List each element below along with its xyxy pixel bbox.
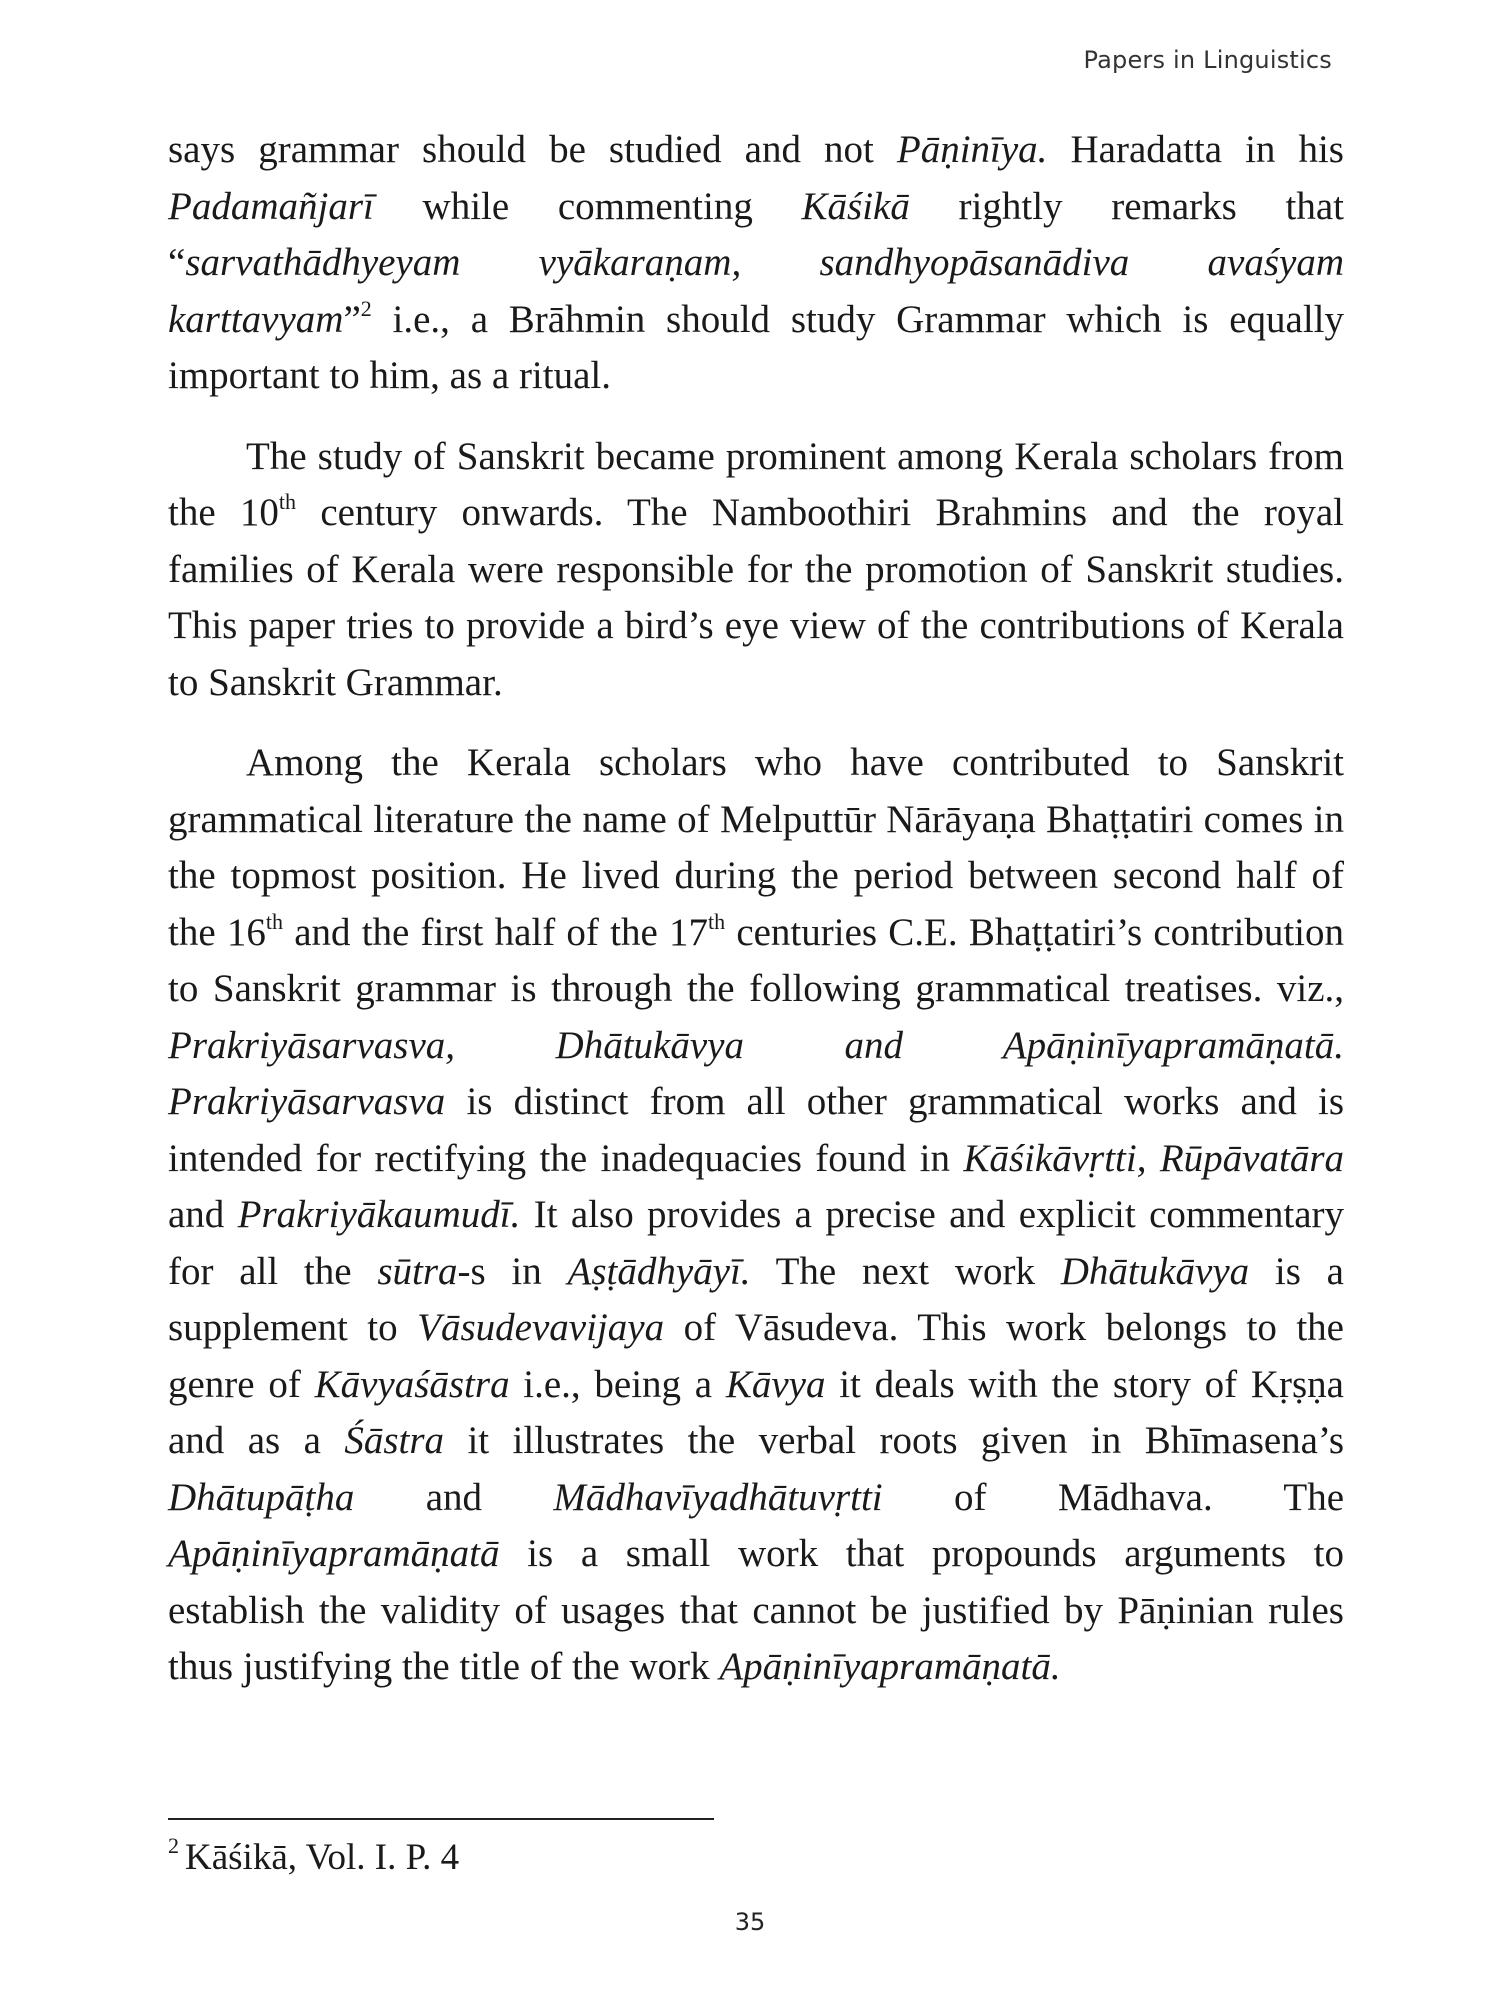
italic-term: Apāṇinīyapramāṇatā. — [719, 1645, 1061, 1688]
footnote-marker: 2 — [168, 1833, 179, 1858]
italic-term: Aṣṭādhyāyī. — [567, 1249, 751, 1293]
paragraph — [168, 429, 1344, 712]
text-run: centuries C.E. Bhaṭṭatiri’s contribution to Sanskrit grammar is through the following grammatical treatises. viz., — [168, 910, 1344, 1010]
body-text — [168, 122, 1344, 1720]
footnote — [168, 1833, 460, 1880]
text-run: -s in — [457, 1249, 568, 1293]
text-run: and — [168, 1193, 238, 1236]
text-run: Among the Kerala scholars who have contributed to Sanskrit grammatical literature the name of Melputtūr Nārāyaṇa Bhaṭṭatiri comes in the topmost position. He lived during the period between second half of the 16 — [168, 741, 1344, 954]
footnote-text: Kāśikā, Vol. I. P. 4 — [185, 1837, 460, 1878]
text-run: of Vāsudeva. This work belongs to the genre of — [168, 1306, 1344, 1406]
footnote-divider — [168, 1818, 714, 1820]
superscript: th — [265, 908, 283, 934]
text-run: is a small work that propounds arguments to establish the validity of usages that cannot be justified by Pāṇinian rules thus justifying the title of the work — [168, 1532, 1344, 1688]
text-run: is distinct from all other grammatical works and is intended for rectifying the inadequacies found in — [168, 1080, 1344, 1180]
text-run: ” — [343, 297, 361, 341]
italic-term: Vāsudevavijaya — [417, 1306, 665, 1349]
italic-term: Prakriyākaumudī. — [237, 1193, 521, 1236]
text-run: i.e., being a — [509, 1362, 726, 1406]
italic-term: Pāṇinīya. — [896, 128, 1048, 171]
text-run: It also provides a precise and explicit commentary for all the — [168, 1193, 1344, 1293]
text-run: is a supplement to — [168, 1249, 1344, 1349]
italic-term: sarvathādhyeyam vyākaraṇam, sandhyopāsanādiva avaśyam karttavyam — [168, 241, 1344, 341]
text-run: it deals with the story of Kṛṣṇa and as a — [168, 1362, 1344, 1462]
text-run: while commenting — [373, 184, 802, 228]
text-run: and — [354, 1475, 554, 1519]
superscript: th — [278, 489, 297, 514]
italic-term: Dhātukāvya — [1060, 1249, 1250, 1293]
text-run: says grammar should be studied and not — [168, 128, 897, 171]
text-run: Haradatta in his — [1047, 128, 1344, 171]
italic-term: Mādhavīyadhātuvṛtti — [553, 1475, 883, 1519]
paragraph — [168, 735, 1344, 1696]
text-run: of Mādhava. The — [882, 1475, 1344, 1519]
paragraph — [168, 122, 1344, 405]
text-run: rightly remarks that “ — [168, 184, 1344, 284]
italic-term: Dhātupāṭha — [168, 1475, 355, 1519]
text-run: and the first half of the 17 — [282, 910, 708, 954]
superscript: th — [707, 908, 726, 934]
page-number: 35 — [734, 1908, 766, 1936]
text-run: The next work — [750, 1249, 1061, 1293]
running-head: Papers in Linguistics — [1083, 46, 1332, 74]
italic-term: sūtra — [377, 1249, 458, 1293]
text-run: century onwards. The Namboothiri Brahmins and the royal families of Kerala were responsible for the promotion of Sanskrit studies. This paper tries to provide a bird’s eye view of the contributions of Kerala to Sanskrit Grammar. — [168, 491, 1344, 704]
italic-term: Apāṇinīyapramāṇatā — [168, 1532, 500, 1575]
italic-term: Kāvyaśāstra — [314, 1362, 510, 1406]
italic-term: Kāśikāvṛtti, Rūpāvatāra — [963, 1136, 1344, 1180]
italic-term: Prakriyāsarvasva, Dhātukāvya and Apāṇinīyapramāṇatā. Prakriyāsarvasva — [168, 1023, 1344, 1123]
superscript: 2 — [360, 295, 372, 321]
italic-term: Kāvya — [725, 1362, 826, 1406]
text-run: i.e., a Brāhmin should study Grammar which is equally important to him, as a ritual. — [168, 297, 1344, 397]
text-run: The study of Sanskrit became prominent among Kerala scholars from the 10 — [168, 434, 1344, 534]
italic-term: Kāśikā — [801, 184, 910, 228]
italic-term: Śāstra — [344, 1419, 445, 1462]
italic-term: Padamañjarī — [168, 184, 374, 228]
text-run: it illustrates the verbal roots given in Bhīmasena’s — [444, 1419, 1345, 1462]
